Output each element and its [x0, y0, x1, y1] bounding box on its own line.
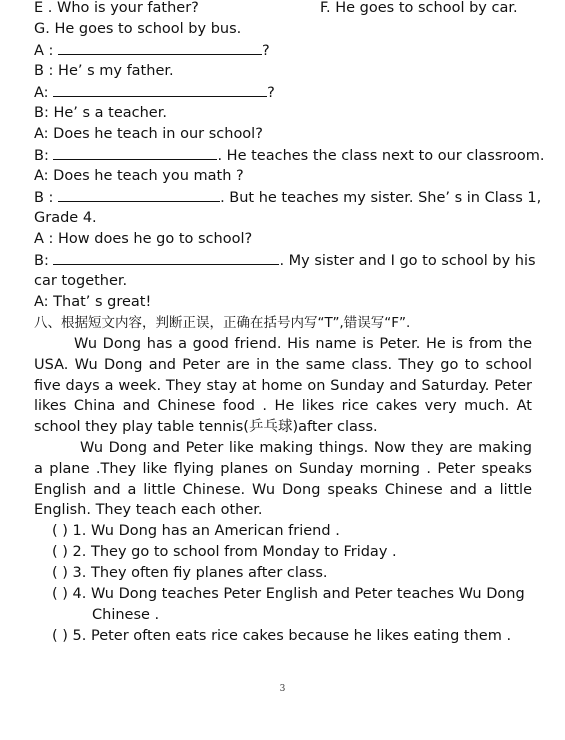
dialogue-line-b5: B: . My sister and I go to school by his	[34, 250, 536, 271]
passage-paragraph-1: Wu Dong has a good friend. His name is Peter. He is from the USA. Wu Dong and Peter are in the same class. They go to school five days a week. They stay at home on Sunday and Saturday. Peter likes China and Chinese food . He likes rice cakes very much. At school they play table tennis(乒乓球)after class.	[34, 336, 532, 436]
question-5: ( ) 5. Peter often eats rice cakes because he likes eating them .	[52, 628, 512, 644]
question-3: ( ) 3. They often fiy planes after class.	[52, 565, 328, 581]
dialogue-line-b5-cont: car together.	[34, 273, 128, 289]
dialogue-line-a6: A: That’ s great!	[34, 294, 152, 310]
option-e: E . Who is your father?	[34, 0, 199, 16]
question-4: ( ) 4. Wu Dong teaches Peter English and Peter teaches Wu Dong	[52, 586, 525, 602]
option-g: G. He goes to school by bus.	[34, 21, 242, 37]
option-f: F. He goes to school by car.	[320, 0, 518, 16]
dialogue-line-b4-cont: Grade 4.	[34, 210, 97, 226]
option-row-ef	[34, 0, 518, 18]
question-4-cont: Chinese .	[92, 607, 160, 623]
page-number: 3	[279, 684, 286, 694]
question-1: ( ) 1. Wu Dong has an American friend .	[52, 523, 340, 539]
passage-paragraph-2: Wu Dong and Peter like making things. Now they are making a plane .They like flying planes on Sunday morning . Peter speaks English and a little Chinese. Wu Dong speaks Chinese and a little English. They teach each other.	[34, 440, 532, 519]
question-2: ( ) 2. They go to school from Monday to Friday .	[52, 544, 397, 560]
dialogue-line-a1: A : ?	[34, 40, 270, 61]
dialogue-line-a5: A : How does he go to school?	[34, 231, 253, 247]
dialogue-line-a3: A: Does he teach in our school?	[34, 126, 263, 142]
dialogue-line-b4: B : . But he teaches my sister. She’ s in Class 1,	[34, 187, 541, 208]
section-heading: 八、根据短文内容，判断正误，正确在括号内写“T”,错误写“F”.	[34, 315, 411, 331]
answer-blank-3[interactable]	[53, 145, 217, 160]
dialogue-line-b3: B: . He teaches the class next to our classroom.	[34, 145, 545, 166]
dialogue-line-a4: A: Does he teach you math ?	[34, 168, 244, 184]
dialogue-line-b2: B: He’ s a teacher.	[34, 105, 167, 121]
answer-blank-5[interactable]	[53, 250, 279, 265]
answer-blank-4[interactable]	[58, 187, 220, 202]
dialogue-line-b1: B : He’ s my father.	[34, 63, 174, 79]
answer-blank-2[interactable]	[53, 82, 267, 97]
answer-blank-1[interactable]	[58, 40, 262, 55]
dialogue-line-a2: A: ?	[34, 82, 275, 103]
